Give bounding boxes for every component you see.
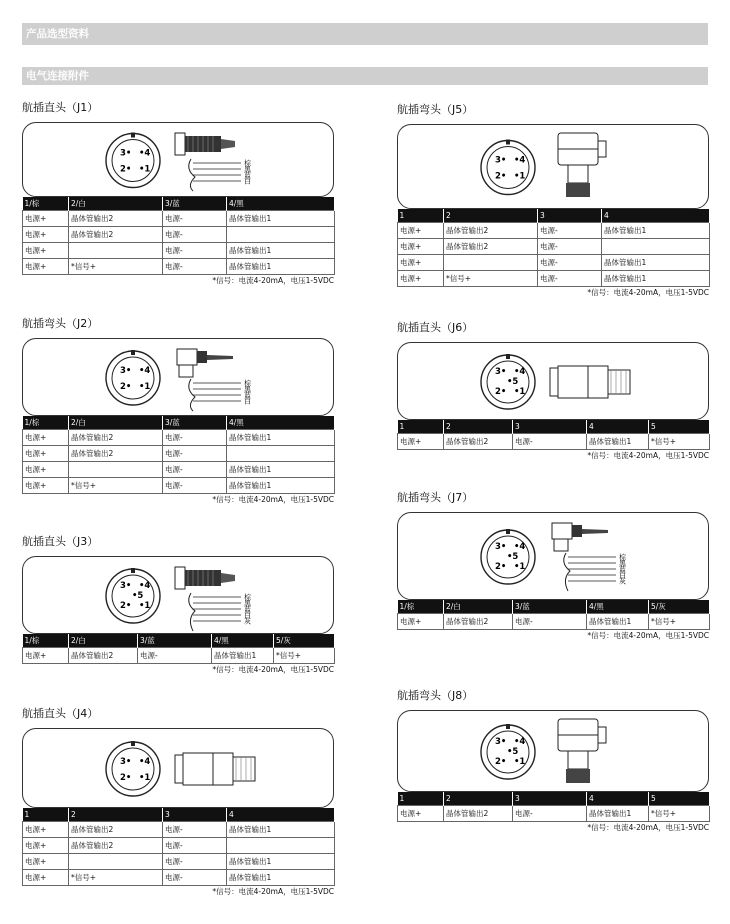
pin-label: •4 [514, 155, 526, 166]
table-cell [69, 242, 163, 258]
table-header-row [23, 808, 335, 821]
table-cell: 晶体管输出1 [227, 258, 335, 274]
table-row [23, 210, 335, 226]
table-cell: 电源- [163, 477, 227, 493]
table-cell: 电源+ [23, 837, 69, 853]
cable-strain-relief [221, 573, 235, 583]
section-title: 航插直头（J6） [397, 321, 474, 334]
table-header-cell: 2 [444, 792, 513, 805]
table-cell: 晶体管输出2 [69, 226, 163, 242]
table-cell: 电源+ [398, 613, 444, 629]
table-header-cell: 1 [23, 808, 69, 821]
table-cell: *信号+ [444, 270, 538, 286]
pin-label: •1 [139, 773, 151, 783]
table-row [23, 821, 335, 837]
wire-label-brown: 棕 [244, 379, 251, 388]
signal-note: *信号：电流4-20mA，电压1-5VDC [212, 494, 334, 504]
wire-label-blue: 蓝 [244, 391, 251, 400]
section-title: 航插弯头（J2） [22, 317, 99, 330]
table-header-row [23, 197, 335, 210]
pin-label: •5 [507, 552, 519, 562]
table-cell: 电源+ [398, 238, 444, 254]
table-row [23, 258, 335, 274]
table-header-cell: 4/黑 [587, 600, 649, 613]
pin-label: •1 [139, 382, 151, 392]
table-header-cell: 5/灰 [274, 634, 335, 647]
pin-label: •5 [132, 591, 144, 601]
table-cell: 电源- [538, 254, 602, 270]
cable-strain-relief [221, 139, 235, 149]
table-cell [227, 226, 335, 242]
table-cell: 晶体管输出1 [227, 477, 335, 493]
table-header-cell: 1/棕 [23, 416, 69, 429]
section-title: 航插直头（J4） [22, 707, 99, 720]
table-cell: 电源- [538, 270, 602, 286]
pin-label: 3• [120, 366, 132, 376]
table-row [23, 226, 335, 242]
pin-label: •4 [514, 542, 526, 552]
table-header-cell: 2 [444, 420, 513, 433]
table-header-cell: 3 [513, 420, 587, 433]
section-title: 航插直头（J3） [22, 535, 99, 548]
elbow-side-port [598, 727, 606, 743]
connector-nut [175, 133, 185, 155]
pin-assignment-table [397, 792, 710, 822]
table-header-cell: 3 [513, 792, 587, 805]
table-header-cell: 5 [649, 420, 710, 433]
table-cell: 电源- [163, 445, 227, 461]
wire-label-blue: 蓝 [619, 565, 626, 574]
body-flange [175, 755, 183, 783]
table-row [23, 477, 335, 493]
pin-label: •4 [514, 367, 526, 377]
cable-break-mark [189, 593, 195, 631]
body-housing [558, 366, 608, 398]
table-header-cell: 4/黑 [227, 197, 335, 210]
electrical-accessories-header: 电气连接附件 [22, 67, 708, 85]
pin-label: 2• [120, 164, 132, 175]
wire-label-blue: 蓝 [244, 171, 251, 180]
table-cell: 电源+ [23, 445, 69, 461]
pin-face-inner [487, 147, 529, 189]
table-header-cell: 5 [649, 792, 710, 805]
pin-key-notch [506, 724, 510, 729]
cable-strain-relief [582, 529, 608, 534]
table-row [398, 613, 710, 629]
pin-assignment-table [22, 808, 335, 886]
table-row [23, 853, 335, 869]
table-header-cell: 4 [587, 792, 649, 805]
table-header-row [398, 792, 710, 805]
table-cell: 晶体管输出2 [69, 837, 163, 853]
table-cell [69, 853, 163, 869]
table-row [398, 254, 710, 270]
pin-key-notch [131, 350, 135, 355]
table-header-row [23, 634, 335, 647]
table-cell: 电源+ [23, 853, 69, 869]
signal-note: *信号：电流4-20mA，电压1-5VDC [587, 450, 709, 460]
table-header-cell: 3/蓝 [163, 416, 227, 429]
connector-section-j7 [397, 490, 709, 642]
elbow-nut [197, 351, 207, 363]
pin-face-outer [106, 351, 160, 405]
wire-label-brown: 棕 [244, 593, 251, 602]
table-cell: 晶体管输出1 [587, 613, 649, 629]
pin-key-notch [131, 133, 135, 138]
pin-label: •5 [507, 377, 519, 387]
table-cell: 电源- [163, 869, 227, 885]
pin-label: •4 [139, 366, 151, 376]
body-flange [550, 368, 558, 396]
table-header-row [398, 420, 710, 433]
elbow-nut [566, 183, 590, 197]
pin-label: 2• [495, 387, 507, 397]
connector-diagram-box [22, 338, 334, 416]
pin-label: •4 [139, 581, 151, 591]
signal-note: *信号：电流4-20mA，电压1-5VDC [212, 664, 334, 674]
connector-drawing [398, 711, 710, 793]
table-header-cell: 1 [398, 209, 444, 222]
pin-label: 2• [120, 773, 132, 783]
table-row [398, 433, 710, 449]
elbow-nut [572, 525, 582, 537]
table-cell: 电源- [513, 613, 587, 629]
wire-label-black: 黑 [619, 559, 626, 568]
table-cell: 电源- [163, 242, 227, 258]
elbow-neck [568, 751, 588, 769]
table-header-cell: 2/白 [444, 600, 513, 613]
table-row [398, 805, 710, 821]
table-cell [227, 837, 335, 853]
product-selection-header: 产品选型资料 [22, 23, 708, 45]
table-cell: 电源- [513, 805, 587, 821]
table-header-cell: 4 [602, 209, 710, 222]
table-cell: 电源- [513, 433, 587, 449]
table-row [23, 837, 335, 853]
cable-break-mark [564, 553, 570, 591]
wire-label-brown: 棕 [244, 159, 251, 168]
table-header-cell: 5/灰 [649, 600, 710, 613]
connector-diagram-box [22, 728, 334, 808]
table-header-cell: 1/棕 [23, 197, 69, 210]
table-cell: 晶体管输出2 [69, 821, 163, 837]
pin-key-notch [506, 140, 510, 145]
connector-diagram-box [22, 122, 334, 197]
cable-strain-relief [207, 355, 233, 360]
pin-assignment-table [22, 634, 335, 664]
wire-label-black: 黑 [244, 599, 251, 608]
table-cell: *信号+ [649, 805, 710, 821]
connector-drawing [23, 123, 335, 198]
table-cell [227, 445, 335, 461]
table-header-cell: 4 [587, 420, 649, 433]
table-cell: 晶体管输出1 [227, 461, 335, 477]
elbow-stem [554, 539, 568, 551]
pin-label: •1 [139, 601, 151, 611]
table-cell: 晶体管输出2 [69, 210, 163, 226]
table-cell: 晶体管输出1 [227, 853, 335, 869]
wire-label-black: 黑 [244, 165, 251, 174]
table-cell: 晶体管输出2 [444, 222, 538, 238]
connector-diagram-box [397, 710, 709, 792]
connector-section-j1 [22, 100, 334, 287]
pin-label: •1 [514, 171, 526, 182]
table-cell: 电源+ [23, 242, 69, 258]
connector-diagram-box [397, 342, 709, 420]
wire-label-white: 白 [244, 177, 251, 186]
table-cell: 电源+ [23, 821, 69, 837]
table-cell: 电源+ [23, 647, 69, 663]
connector-section-j5 [397, 102, 709, 299]
table-header-cell: 1 [398, 792, 444, 805]
table-header-cell: 1 [398, 420, 444, 433]
signal-note: *信号：电流4-20mA，电压1-5VDC [587, 822, 709, 832]
section-title: 航插弯头（J7） [397, 491, 474, 504]
wire-label-white: 白 [244, 611, 251, 620]
pin-face-outer [106, 134, 160, 188]
table-cell: 晶体管输出1 [587, 433, 649, 449]
table-cell: 晶体管输出1 [227, 210, 335, 226]
pin-label: 3• [495, 155, 507, 166]
connector-drawing [398, 125, 710, 210]
table-cell: 晶体管输出2 [69, 647, 138, 663]
table-cell: 电源+ [398, 254, 444, 270]
table-header-cell: 3/蓝 [513, 600, 587, 613]
table-cell: 晶体管输出2 [69, 445, 163, 461]
table-row [23, 445, 335, 461]
table-cell: 晶体管输出1 [227, 821, 335, 837]
pin-label: 2• [495, 562, 507, 572]
table-header-cell: 2/白 [69, 634, 138, 647]
table-cell [602, 238, 710, 254]
connector-drawing [23, 557, 335, 635]
signal-note: *信号：电流4-20mA，电压1-5VDC [587, 630, 709, 640]
connector-drawing [23, 729, 335, 809]
table-cell: 晶体管输出2 [444, 805, 513, 821]
table-cell: 晶体管输出1 [587, 805, 649, 821]
table-row [23, 461, 335, 477]
pin-assignment-table [397, 420, 710, 450]
wire-label-black: 黑 [244, 385, 251, 394]
table-cell: 电源+ [23, 210, 69, 226]
table-cell: 电源- [163, 429, 227, 445]
table-header-cell: 2/白 [69, 416, 163, 429]
table-cell: *信号+ [274, 647, 335, 663]
table-cell: 晶体管输出2 [69, 429, 163, 445]
connector-section-j3 [22, 534, 334, 676]
pin-label: •4 [139, 148, 151, 159]
table-cell: 电源+ [398, 270, 444, 286]
pin-assignment-table [397, 209, 710, 287]
pin-label: 3• [495, 542, 507, 552]
signal-note: *信号：电流4-20mA，电压1-5VDC [587, 287, 709, 297]
section-title: 航插弯头（J8） [397, 689, 474, 702]
connector-section-j2 [22, 316, 334, 506]
pin-label: 3• [495, 737, 507, 747]
table-header-cell: 4/黑 [227, 416, 335, 429]
table-row [23, 869, 335, 885]
signal-note: *信号：电流4-20mA，电压1-5VDC [212, 886, 334, 896]
pin-label: •4 [514, 737, 526, 747]
pin-label: 3• [120, 581, 132, 591]
elbow-neck [568, 165, 588, 183]
pin-label: 2• [495, 757, 507, 767]
table-cell: 电源+ [23, 226, 69, 242]
table-cell: 晶体管输出1 [227, 869, 335, 885]
table-cell: 晶体管输出1 [212, 647, 274, 663]
table-header-cell: 3 [538, 209, 602, 222]
table-cell: 电源- [138, 647, 212, 663]
pin-label: 2• [120, 382, 132, 392]
pin-face-outer [106, 742, 160, 796]
pin-assignment-table [22, 416, 335, 494]
connector-drawing [398, 343, 710, 421]
table-header-cell: 1/棕 [23, 634, 69, 647]
table-cell: 电源+ [23, 477, 69, 493]
elbow-stem [179, 365, 193, 377]
table-cell: 晶体管输出1 [602, 270, 710, 286]
elbow-side-port [598, 141, 606, 157]
wire-label-brown: 棕 [619, 553, 626, 562]
table-header-cell: 2 [444, 209, 538, 222]
pin-face-inner [112, 140, 154, 182]
table-cell: 晶体管输出2 [444, 238, 538, 254]
table-cell: 电源+ [398, 222, 444, 238]
table-cell: 电源+ [398, 805, 444, 821]
table-cell: 晶体管输出1 [227, 429, 335, 445]
signal-note: *信号：电流4-20mA，电压1-5VDC [212, 275, 334, 285]
table-cell: 电源- [163, 461, 227, 477]
table-cell: 电源- [538, 238, 602, 254]
table-row [23, 647, 335, 663]
elbow-head [552, 523, 572, 539]
table-header-cell: 3/蓝 [163, 197, 227, 210]
table-header-cell: 4 [227, 808, 335, 821]
connector-diagram-box [397, 124, 709, 209]
table-cell: 电源- [163, 258, 227, 274]
table-header-cell: 1/棕 [398, 600, 444, 613]
elbow-nut [566, 769, 590, 783]
pin-key-notch [131, 741, 135, 746]
table-cell: *信号+ [69, 477, 163, 493]
table-cell: *信号+ [69, 258, 163, 274]
table-header-row [398, 600, 710, 613]
connector-diagram-box [397, 512, 709, 600]
pin-label: •5 [507, 747, 519, 757]
connector-nut [175, 567, 185, 589]
table-header-cell: 2/白 [69, 197, 163, 210]
pin-face-outer [481, 141, 535, 195]
pin-label: 2• [495, 171, 507, 182]
table-header-cell: 4/黑 [212, 634, 274, 647]
connector-section-j8 [397, 688, 709, 834]
table-cell: 电源+ [23, 258, 69, 274]
table-cell: 电源+ [398, 433, 444, 449]
section-title: 航插弯头（J5） [397, 103, 474, 116]
table-cell: 电源+ [23, 461, 69, 477]
pin-label: •1 [139, 164, 151, 175]
pin-key-notch [506, 529, 510, 534]
elbow-head [177, 349, 197, 365]
table-cell: 电源- [163, 837, 227, 853]
connector-drawing [398, 513, 710, 601]
table-cell [69, 461, 163, 477]
pin-label: •1 [514, 387, 526, 397]
table-cell: *信号+ [649, 433, 710, 449]
table-cell: 电源- [163, 210, 227, 226]
pin-label: •1 [514, 562, 526, 572]
connector-diagram-box [22, 556, 334, 634]
table-row [23, 429, 335, 445]
connector-section-j4 [22, 706, 334, 898]
pin-label: 3• [120, 148, 132, 159]
table-cell: *信号+ [69, 869, 163, 885]
table-cell: 晶体管输出2 [444, 613, 513, 629]
table-cell: *信号+ [649, 613, 710, 629]
table-header-cell: 3/蓝 [138, 634, 212, 647]
section-title: 航插直头（J1） [22, 101, 99, 114]
pin-face-inner [112, 357, 154, 399]
pin-label: 2• [120, 601, 132, 611]
table-cell: 电源- [163, 821, 227, 837]
pin-label: •1 [514, 757, 526, 767]
table-row [398, 238, 710, 254]
pin-key-notch [131, 568, 135, 573]
table-cell: 晶体管输出1 [602, 222, 710, 238]
table-row [398, 222, 710, 238]
table-header-cell: 2 [69, 808, 163, 821]
connector-section-j6 [397, 320, 709, 462]
wire-label-grey: 灰 [619, 577, 626, 586]
table-row [398, 270, 710, 286]
pin-key-notch [506, 354, 510, 359]
table-cell: 电源- [163, 226, 227, 242]
table-row [23, 242, 335, 258]
pin-assignment-table [22, 197, 335, 275]
pin-label: •4 [139, 757, 151, 767]
table-cell [444, 254, 538, 270]
body-housing [183, 753, 233, 785]
pin-label: 3• [495, 367, 507, 377]
table-header-row [398, 209, 710, 222]
wire-label-blue: 蓝 [244, 605, 251, 614]
table-header-cell: 3 [163, 808, 227, 821]
table-cell: 电源+ [23, 429, 69, 445]
table-cell: 电源+ [23, 869, 69, 885]
wire-label-white: 白 [244, 397, 251, 406]
pin-label: 3• [120, 757, 132, 767]
wire-label-grey: 灰 [244, 617, 251, 626]
table-cell: 电源- [538, 222, 602, 238]
pin-face-inner [112, 748, 154, 790]
table-header-row [23, 416, 335, 429]
table-cell: 晶体管输出1 [227, 242, 335, 258]
table-cell: 晶体管输出1 [602, 254, 710, 270]
pin-assignment-table [397, 600, 710, 630]
connector-drawing [23, 339, 335, 417]
table-cell: 电源- [163, 853, 227, 869]
table-cell: 晶体管输出2 [444, 433, 513, 449]
wire-label-white: 白 [619, 571, 626, 580]
